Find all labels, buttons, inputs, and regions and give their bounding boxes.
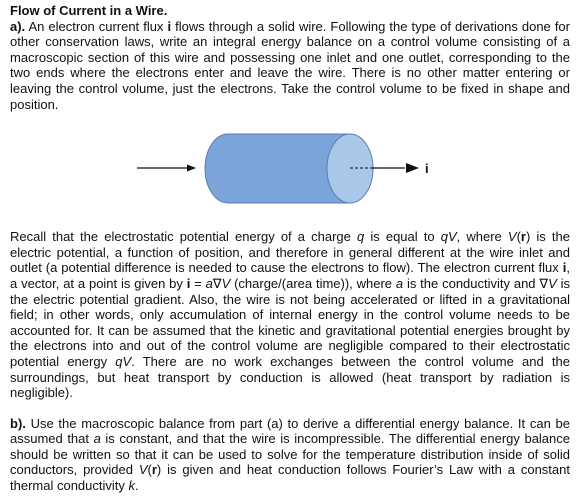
- problem-title: [10, 3, 570, 19]
- var-i: i: [562, 260, 567, 276]
- var-V: V: [507, 229, 517, 245]
- recall-paragraph: [10, 229, 570, 401]
- title-text: Flow of Current in a Wire: [10, 3, 164, 18]
- var-k: k: [128, 478, 135, 494]
- var-i: i: [186, 275, 191, 291]
- part-b-text: Use the macroscopic balance from part (a) to derive a differential energy balance. It can be assumed that: [10, 415, 570, 447]
- recall-text: Recall that the electrostatic potential energy of a charge: [10, 229, 357, 245]
- recall-text: =: [190, 275, 206, 291]
- part-a-text: An electron current flux: [25, 18, 168, 34]
- wire-figure: [10, 112, 570, 227]
- var-V: V: [548, 275, 557, 291]
- part-b-text: .: [135, 478, 139, 494]
- part-a-text: flows through a solid wire. Following the type of derivations done for other conservation laws, write an integral energy balance on a control volume consisting of a macroscopic section of this wire and possessing one inlet and one outlet, corresponding to the two ends where the electrons enter and leave the wire. There is no other matter entering or leaving the control volume, just the electrons. Take the control volume to be fixed in shape and position.: [10, 18, 570, 112]
- title-period: .: [163, 3, 168, 18]
- recall-text: is the electric potential gradient. Also, the wire is not being accelerated or lifted in a gravitational field; in other words, only accumulation of internal energy in the control volume needs to be accounted for. It can be assumed that the kinetic and gravitational potential energies brought by the electrons into and out of the control volume are negligible compared to their electrostatic potential energy: [10, 275, 570, 369]
- part-b-text: is constant, and that the wire is incompressible. The differential energy balance should be written so that it can be used to solve for the temperature distribution inside of solid conductors, provided: [10, 431, 570, 478]
- var-q: q: [357, 229, 365, 245]
- part-b-text: ) is given and heat conduction follows Fourier’s Law with a constant thermal conductivity: [10, 462, 570, 494]
- recall-text: (: [516, 229, 521, 245]
- inlet-arrow-icon: [137, 165, 196, 172]
- part-b-label: b).: [10, 415, 26, 431]
- var-qV: qV: [440, 229, 457, 245]
- part-a-label: a).: [10, 18, 26, 34]
- current-label: i: [425, 161, 429, 177]
- var-V: V: [138, 462, 148, 478]
- recall-text: is the conductivity and ∇: [403, 275, 549, 291]
- var-a: a: [395, 275, 404, 291]
- problem-document: [10, 3, 570, 494]
- part-b-paragraph: [10, 416, 570, 494]
- recall-text: (charge/(area time)), where: [230, 275, 396, 291]
- wire-diagram: [10, 112, 570, 227]
- var-r: r: [520, 229, 526, 245]
- var-a: a: [93, 431, 101, 447]
- recall-text: is equal to: [364, 229, 441, 245]
- part-b-text: (: [147, 462, 152, 478]
- current-symbol: i: [167, 18, 172, 34]
- part-a-paragraph: [10, 19, 570, 113]
- recall-text: . There are no work exchanges between the control volume and the surroundings, but heat transport by conduction is allowed (heat transport by radiation is negligible).: [10, 353, 570, 401]
- wire-cylinder: [205, 134, 373, 203]
- var-qV: qV: [115, 353, 132, 369]
- recall-text: ∇: [212, 275, 222, 291]
- recall-text: ) is the electric potential, a function of position, and therefore in general different at the wire inlet and outlet (a potential difference is needed to cause the electrons to flow). The electron current flux: [10, 229, 570, 276]
- recall-text: , a vector, at a point is given by: [10, 260, 570, 291]
- var-r: r: [151, 462, 157, 478]
- var-V: V: [221, 275, 231, 291]
- var-a: a: [205, 275, 213, 291]
- recall-text: , where: [456, 229, 508, 245]
